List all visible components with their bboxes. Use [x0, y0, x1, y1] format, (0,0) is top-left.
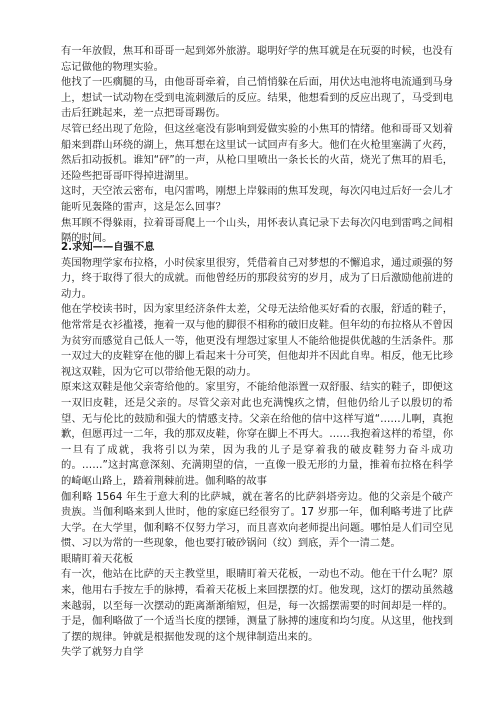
- paragraph: 英国物理学家布拉格，小时侯家里很穷，凭借着自己对梦想的不懈追求，通过顽强的努力，终于取得了很大的成就。而他曾经历的那段贫穷的岁月，成为了日后激励他前进的动力。: [61, 256, 453, 300]
- subheading: 失学了就努力自学: [61, 646, 144, 659]
- section-self-improvement: [61, 240, 453, 661]
- paragraph: 伽利略 1564 年生于意大利的比萨城，就在著名的比萨斜塔旁边。他的父亲是个破产贵族。当伽利略来到人世时，他的家庭已经很穷了。17 岁那一年，伽利略考进了比萨大学。在大学里，伽利略不仅努力学习，而且喜欢向老师提出问题。哪怕是人们司空见惯、习以为常的一些现象，他也要打破砂锅问（纹）到底，弄个一清二楚。: [61, 490, 453, 550]
- paragraph: 有一年放假，焦耳和哥哥一起到郊外旅游。聪明好学的焦耳就是在玩耍的时候，也没有忘记做他的物理实验。: [61, 45, 453, 73]
- paragraph: 焦耳顾不得躲雨，拉着哥哥爬上一个山头，用怀表认真记录下去每次闪电到雷鸣之间相隔的时间。: [61, 216, 453, 245]
- paragraph: 他在学校读书时，因为家里经济条件太差，父母无法给他买好看的衣服，舒适的鞋子，他常常是衣衫褴褛，拖着一双与他的脚很不相称的破旧皮鞋。但年幼的布拉格从不曾因为贫穷而感觉自己低人一等，他更没有埋怨过家里人不能给他提供优越的生活条件。那一双过大的皮鞋穿在他的脚上看起来十分可笑，但他却并不因此自卑。相反，他无比珍视这双鞋，因为它可以带给他无限的动力。: [61, 303, 453, 378]
- paragraph: 这时，天空浓云密布，电闪雷鸣，刚想上岸躲雨的焦耳发现，每次闪电过后好一会儿才能听见轰隆的雷声，这是怎么回事？: [61, 185, 453, 213]
- paragraph: 原来这双鞋是他父亲寄给他的。家里穷，不能给他添置一双舒服、结实的鞋子，即便这一双旧皮鞋，还是父亲的。尽管父亲对此也充满愧疚之情，但他仍给儿子以殷切的希望、无与伦比的鼓励和强大的情感支持。父亲在给他的信中这样写道“……儿啊，真抱歉，但愿再过一二年，我的那双皮鞋，你穿在脚上不再大。……我抱着这样的希望，你一旦有了成就，我将引以为荣，因为我的儿子是穿着我的破皮鞋努力奋斗成功的。……”这封寓意深刻、充满期望的信，一直像一股无形的力量，推着布拉格在科学的崎岖山路上，踏着荆棘前进。伽利略的故事: [61, 381, 453, 487]
- paragraph: 有一次，他站在比萨的天主教堂里，眼睛盯着天花板，一动也不动。他在干什么呢？原来，他用右手按左手的脉搏，看着天花板上来回摆摆的灯。他发现，这灯的摆动虽然越来越弱，以至每一次摆动的距离渐渐缩短，但是，每一次摇摆需要的时间却是一样的。于是，伽利略做了一个适当长度的摆锤，测量了脉搏的速度和均匀度。从这里，他找到了摆的规律。钟就是根据他发现的这个规律制造出来的。: [61, 568, 453, 643]
- section-joule-story: [61, 44, 453, 247]
- paragraph: 他找了一匹瘸腿的马，由他哥哥牵着，自己悄悄躲在后面，用伏达电池将电流通到马身上，想试一试动物在受到电流刺激后的反应。结果，他想看到的反应出现了，马受到电击后狂跳起来，差一点把哥哥踢伤。: [61, 76, 453, 120]
- paragraph: 尽管已经出现了危险，但这丝毫没有影响到爱做实验的小焦耳的情绪。他和哥哥又划着船来到群山环绕的湖上，焦耳想在这里试一试回声有多大。他们在火枪里塞满了火药，然后扣动扳机。谁知“砰”的一声，从枪口里喷出一条长长的火苗，烧光了焦耳的眉毛，还险些把哥哥吓得掉进湖里。: [61, 122, 453, 182]
- section-heading: 2.求知——自强不息: [61, 241, 155, 253]
- subheading: 眼睛盯着天花板: [61, 552, 134, 565]
